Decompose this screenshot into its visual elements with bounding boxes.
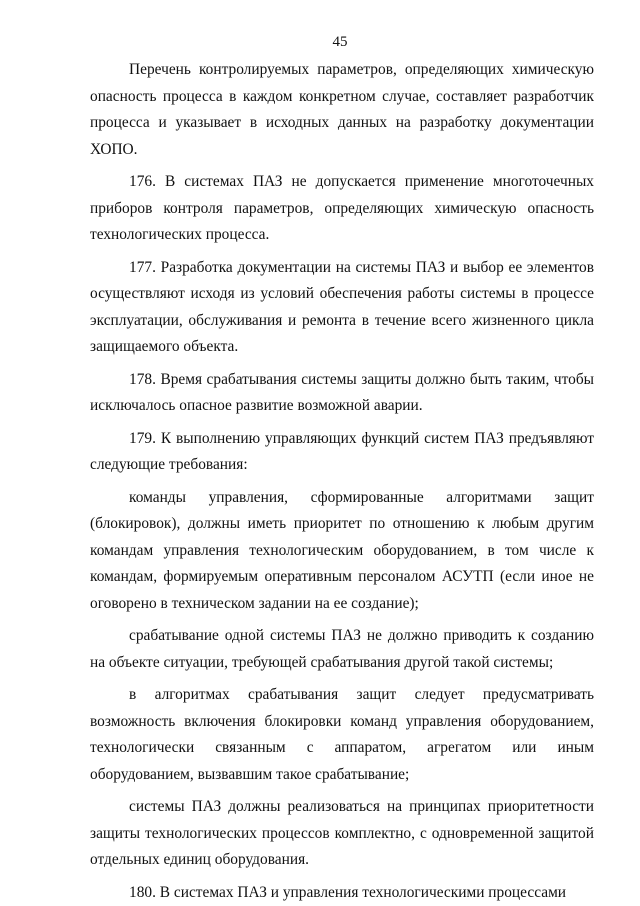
paragraph-179: 179. К выполнению управляющих функций систем ПАЗ предъявляют следующие требования: xyxy=(90,426,594,479)
paragraph-179-requirement-3: в алгоритмах срабатывания защит следует предусматривать возможность включения блокировки команд управления оборудованием, технологически связанным с аппаратом, агрегатом или иным оборудованием, вызвавшим такое срабатывание; xyxy=(90,682,594,788)
paragraph-179-requirement-4: системы ПАЗ должны реализоваться на принципах приоритетности защиты технологических процессов комплектно, с одновременной защитой отдельных единиц оборудования. xyxy=(90,794,594,874)
paragraph-180: 180. В системах ПАЗ и управления технологическими процессами xyxy=(90,880,594,906)
paragraph-179-requirement-2: срабатывание одной системы ПАЗ не должно приводить к созданию на объекте ситуации, требующей срабатывания другой такой системы; xyxy=(90,623,594,676)
paragraph-178: 178. Время срабатывания системы защиты должно быть таким, чтобы исключалось опасное развитие возможной аварии. xyxy=(90,367,594,420)
paragraph-intro: Перечень контролируемых параметров, определяющих химическую опасность процесса в каждом конкретном случае, составляет разработчик процесса и указывает в исходных данных на разработку документации ХОПО. xyxy=(90,57,594,163)
paragraph-179-requirement-1: команды управления, сформированные алгоритмами защит (блокировок), должны иметь приоритет по отношению к любым другим командам управления технологическим оборудованием, в том числе к командам, формируемым оперативным персоналом АСУТП (если иное не оговорено в техническом задании на ее создание); xyxy=(90,485,594,618)
paragraph-176: 176. В системах ПАЗ не допускается применение многоточечных приборов контроля параметров, определяющих химическую опасность технологических процесса. xyxy=(90,169,594,249)
paragraph-177: 177. Разработка документации на системы ПАЗ и выбор ее элементов осуществляют исходя из условий обеспечения работы системы в процессе эксплуатации, обслуживания и ремонта в течение всего жизненного цикла защищаемого объекта. xyxy=(90,255,594,361)
page-number: 45 xyxy=(0,34,640,51)
document-body xyxy=(90,57,594,906)
